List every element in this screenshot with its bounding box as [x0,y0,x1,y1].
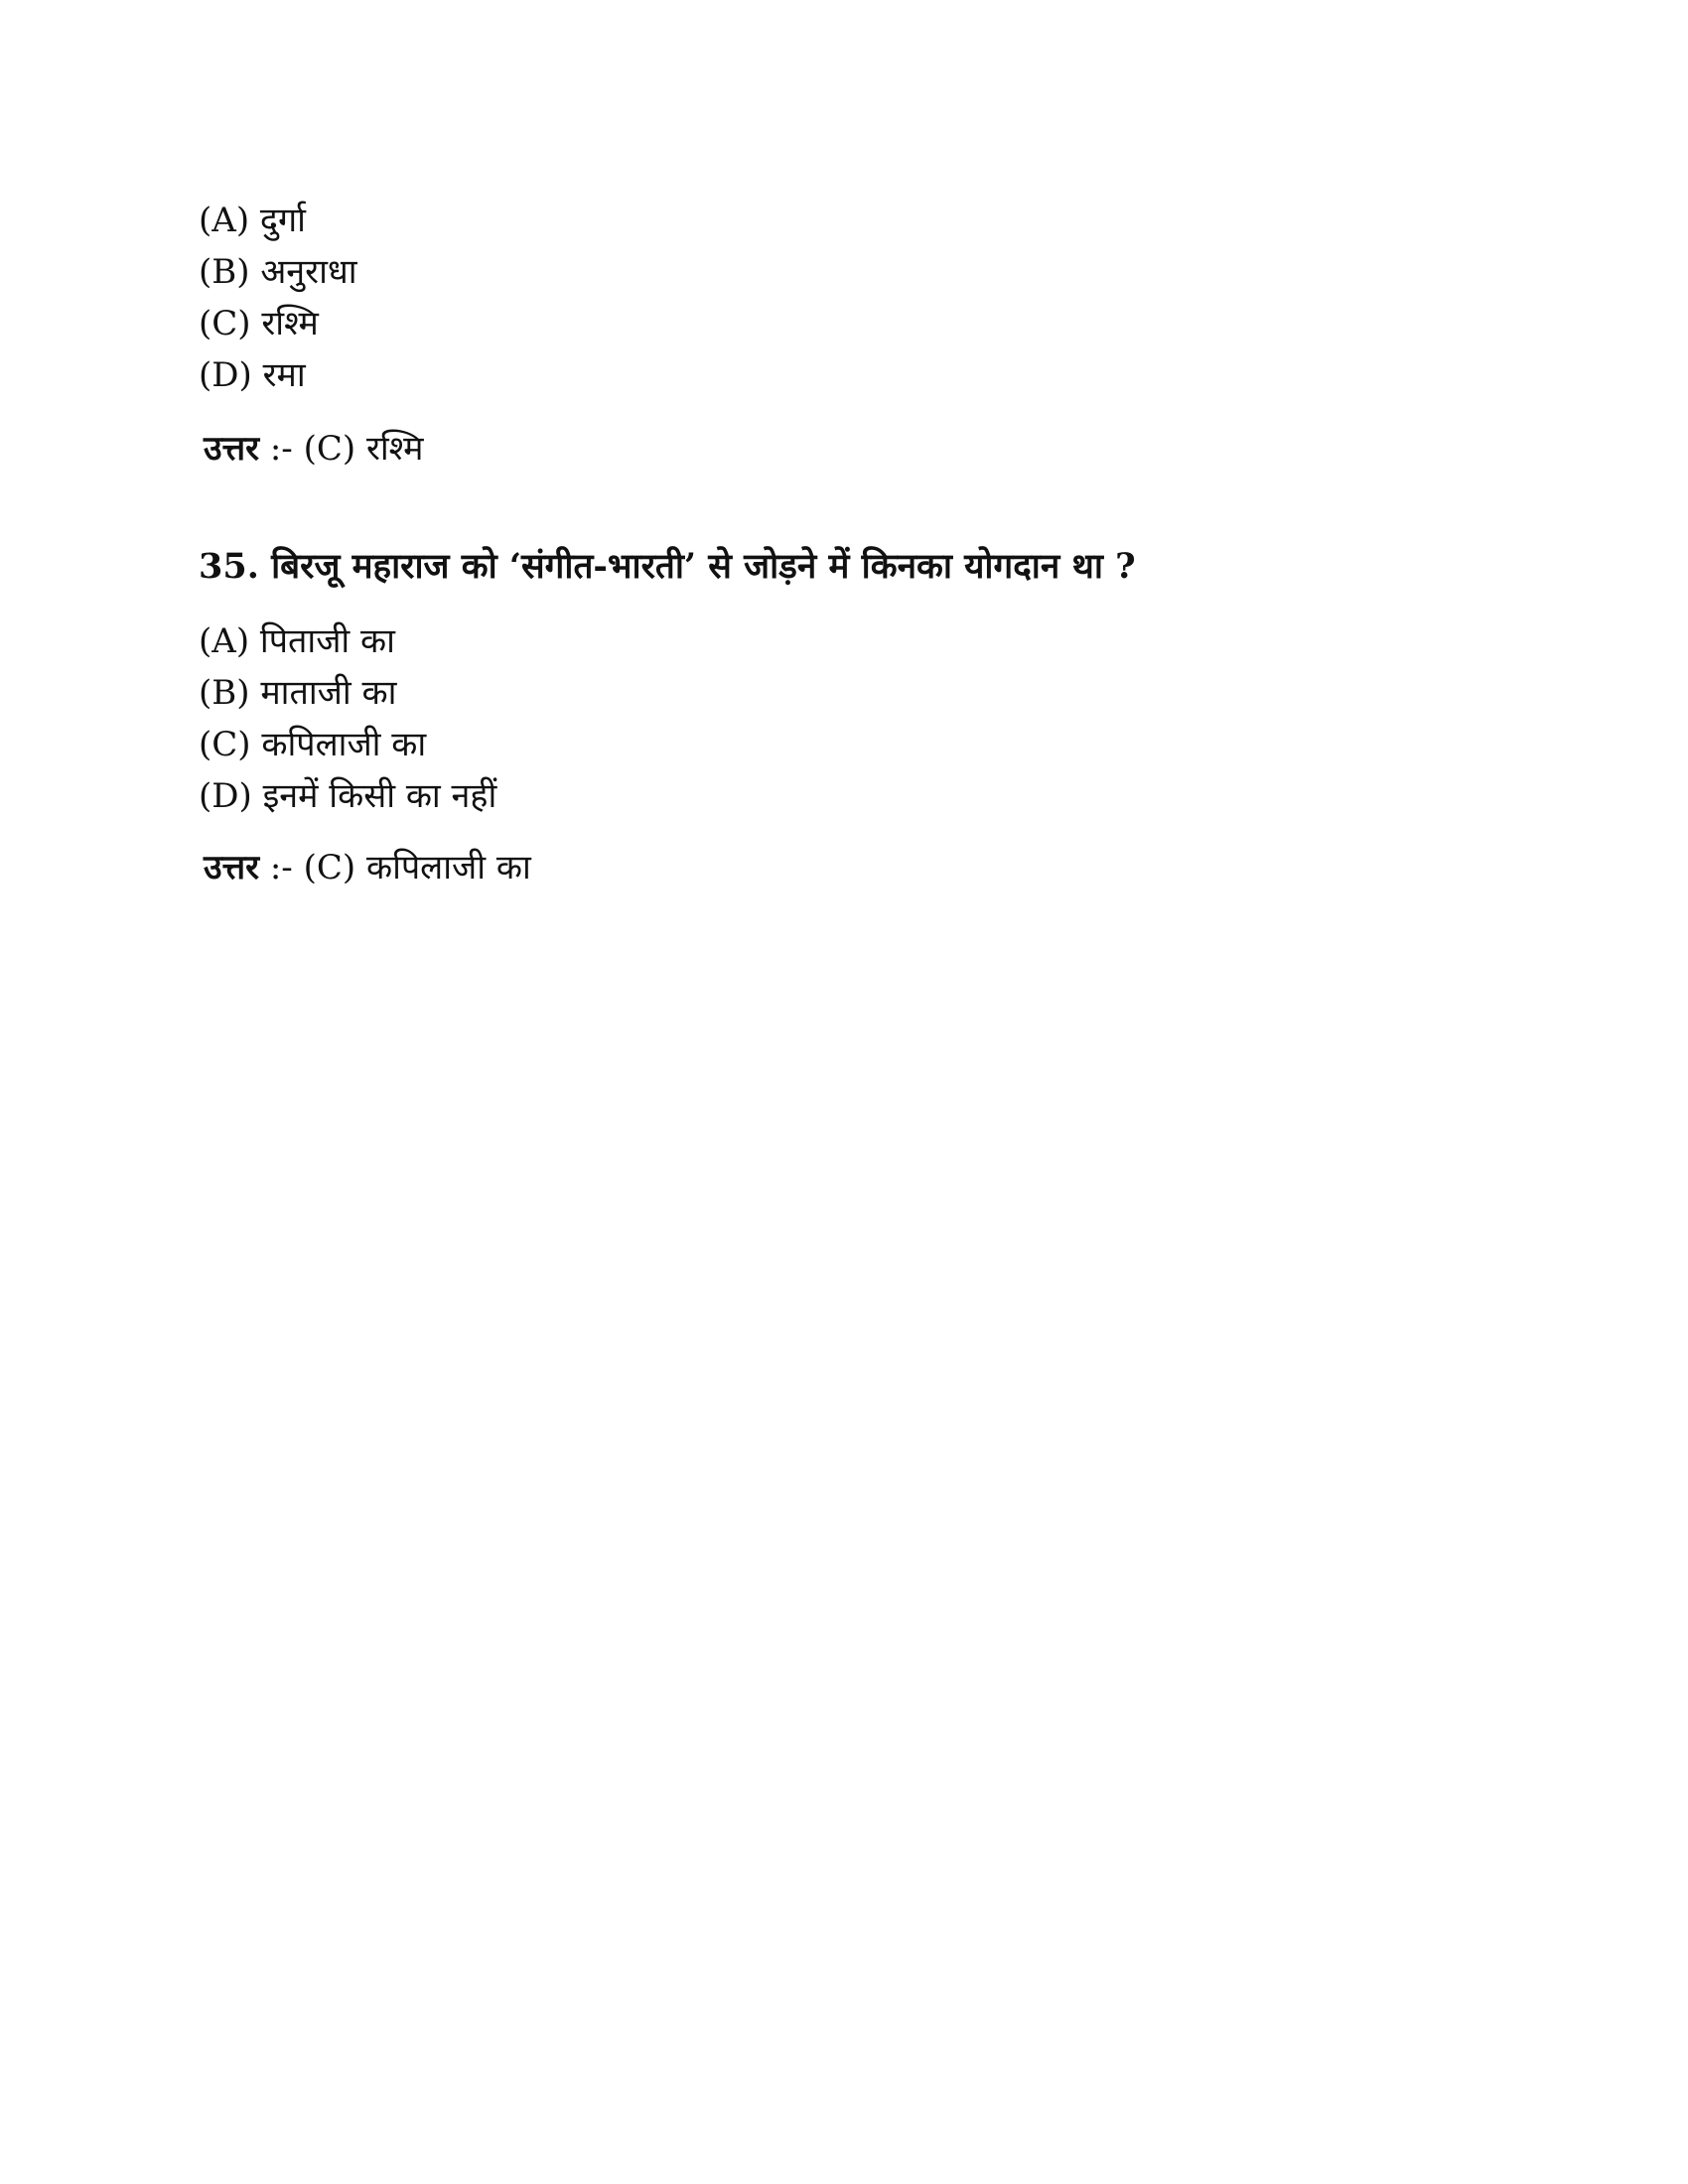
q35-option-a: (A) पिताजी का [199,621,395,661]
q34-answer [204,427,423,471]
q35-answer-label: उत्तर [204,848,260,887]
q35-title: 35. बिरजू महाराज को ‘संगीत-भारती’ से जोड़ने में किनका योगदान था ? [199,546,1136,587]
q34-answer-label: उत्तर [204,429,260,469]
q35-option-b: (B) माताजी का [199,673,397,713]
q34-option-b: (B) अनुराधा [199,252,357,292]
q35-option-d: (D) इनमें किसी का नहीं [199,776,497,816]
q34-answer-value: :- (C) रश्मि [259,429,424,469]
q35-answer-value: :- (C) कपिलाजी का [259,848,531,887]
q34-option-a: (A) दुर्गा [199,201,306,240]
q35-answer [204,846,531,889]
q34-option-d: (D) रमा [199,355,306,395]
q34-option-c: (C) रश्मि [199,304,319,343]
q35-option-c: (C) कपिलाजी का [199,725,427,764]
